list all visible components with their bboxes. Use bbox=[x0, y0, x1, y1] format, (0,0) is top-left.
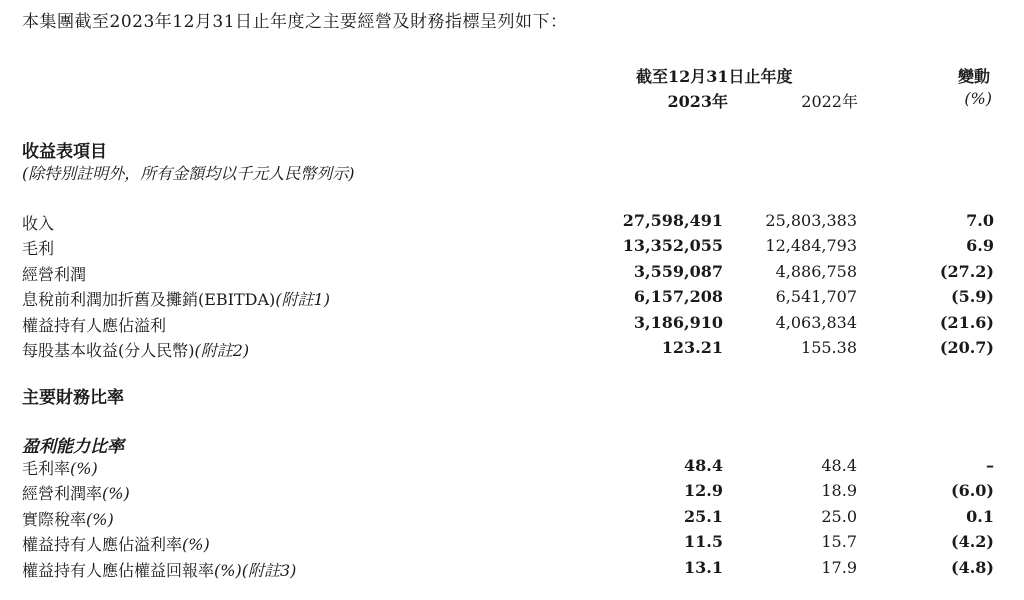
value-2023: 3,559,087 bbox=[633, 261, 723, 281]
change-value: (20.7) bbox=[939, 338, 994, 357]
value-2022: 18.9 bbox=[821, 481, 857, 501]
value-2023: 13,352,055 bbox=[622, 236, 723, 256]
value-2022: 4,063,834 bbox=[775, 312, 857, 332]
row-unit: (%) bbox=[182, 535, 210, 555]
value-2022: 25,803,383 bbox=[765, 211, 857, 230]
change-unit-header: (%) bbox=[964, 89, 992, 108]
value-2023: 3,186,910 bbox=[633, 312, 723, 332]
row-unit: (%) bbox=[214, 560, 242, 580]
row-label-text: 權益持有人應佔溢利 bbox=[22, 315, 167, 335]
change-value: (5.9) bbox=[951, 287, 994, 307]
row-label-text: 每股基本收益(分人民幣) bbox=[22, 341, 195, 360]
row-footnote: (附註1) bbox=[275, 290, 330, 310]
table-row bbox=[0, 532, 1024, 556]
row-label bbox=[22, 313, 166, 336]
row-label-text: 毛利 bbox=[22, 239, 55, 259]
income-section-note: (除特別註明外，所有金額均以千元人民幣列示) bbox=[22, 164, 355, 183]
table-row bbox=[0, 456, 1024, 480]
table-row bbox=[0, 481, 1024, 505]
change-value: – bbox=[986, 456, 994, 475]
change-value: 0.1 bbox=[966, 506, 994, 526]
row-unit: (%) bbox=[70, 459, 98, 478]
row-label bbox=[22, 211, 54, 234]
table-row bbox=[0, 338, 1024, 362]
value-2023: 11.5 bbox=[684, 532, 723, 552]
year-2023-header: 2023年 bbox=[667, 92, 728, 111]
table-row bbox=[0, 558, 1024, 582]
change-value: 7.0 bbox=[966, 211, 994, 230]
value-2023: 48.4 bbox=[684, 456, 723, 475]
value-2023: 12.9 bbox=[684, 481, 723, 501]
value-2022: 48.4 bbox=[821, 456, 857, 475]
row-label-text: 收入 bbox=[22, 214, 55, 233]
year-2022-header: 2022年 bbox=[801, 92, 858, 111]
row-label-text: 經營利潤率 bbox=[22, 484, 103, 504]
ratio-section-title: 主要財務比率 bbox=[22, 388, 124, 408]
table-row bbox=[0, 262, 1024, 286]
value-2022: 25.0 bbox=[821, 506, 857, 526]
value-2023: 27,598,491 bbox=[622, 211, 723, 230]
row-label-text: 經營利潤 bbox=[22, 264, 87, 284]
value-2023: 6,157,208 bbox=[633, 287, 723, 307]
row-label bbox=[22, 532, 210, 555]
value-2022: 15.7 bbox=[821, 532, 857, 552]
row-label bbox=[22, 481, 130, 504]
row-label bbox=[22, 236, 54, 259]
change-header: 變動 bbox=[957, 67, 990, 86]
row-label-text: 權益持有人應佔溢利率 bbox=[22, 535, 183, 555]
row-label bbox=[22, 338, 249, 361]
change-value: (21.6) bbox=[939, 312, 994, 332]
row-label bbox=[22, 507, 114, 530]
row-label bbox=[22, 558, 296, 581]
value-2022: 4,886,758 bbox=[775, 261, 857, 281]
change-value: (4.8) bbox=[951, 557, 994, 577]
row-footnote: (附註2) bbox=[194, 341, 250, 360]
value-2022: 6,541,707 bbox=[775, 287, 857, 307]
table-row bbox=[0, 211, 1024, 235]
row-label-text: 息稅前利潤加折舊及攤銷(EBITDA) bbox=[22, 290, 276, 310]
value-2022: 17.9 bbox=[821, 557, 857, 577]
profitability-subtitle: 盈利能力比率 bbox=[22, 437, 124, 457]
row-label bbox=[22, 287, 330, 310]
row-label bbox=[22, 456, 98, 479]
change-value: (27.2) bbox=[939, 261, 994, 281]
value-2023: 123.21 bbox=[661, 338, 723, 357]
value-2022: 12,484,793 bbox=[765, 236, 857, 256]
change-value: (6.0) bbox=[951, 481, 994, 501]
value-2023: 13.1 bbox=[684, 557, 723, 577]
value-2022: 155.38 bbox=[801, 338, 857, 357]
row-label-text: 權益持有人應佔權益回報率 bbox=[22, 560, 215, 580]
row-label-text: 毛利率 bbox=[22, 459, 71, 478]
row-label-text: 實際稅率 bbox=[22, 509, 87, 529]
table-row bbox=[0, 313, 1024, 337]
row-label bbox=[22, 262, 86, 285]
row-unit: (%) bbox=[86, 509, 114, 529]
change-value: (4.2) bbox=[951, 532, 994, 552]
table-row bbox=[0, 287, 1024, 311]
intro-text: 本集團截至2023年12月31日止年度之主要經營及財務指標呈列如下： bbox=[22, 12, 568, 32]
table-row bbox=[0, 507, 1024, 531]
period-header: 截至12月31日止年度 bbox=[636, 67, 793, 86]
change-value: 6.9 bbox=[966, 236, 994, 256]
row-footnote: (附註3) bbox=[241, 560, 297, 580]
row-unit: (%) bbox=[102, 484, 130, 504]
value-2023: 25.1 bbox=[684, 506, 723, 526]
table-row bbox=[0, 236, 1024, 260]
income-section-title: 收益表項目 bbox=[22, 142, 107, 162]
